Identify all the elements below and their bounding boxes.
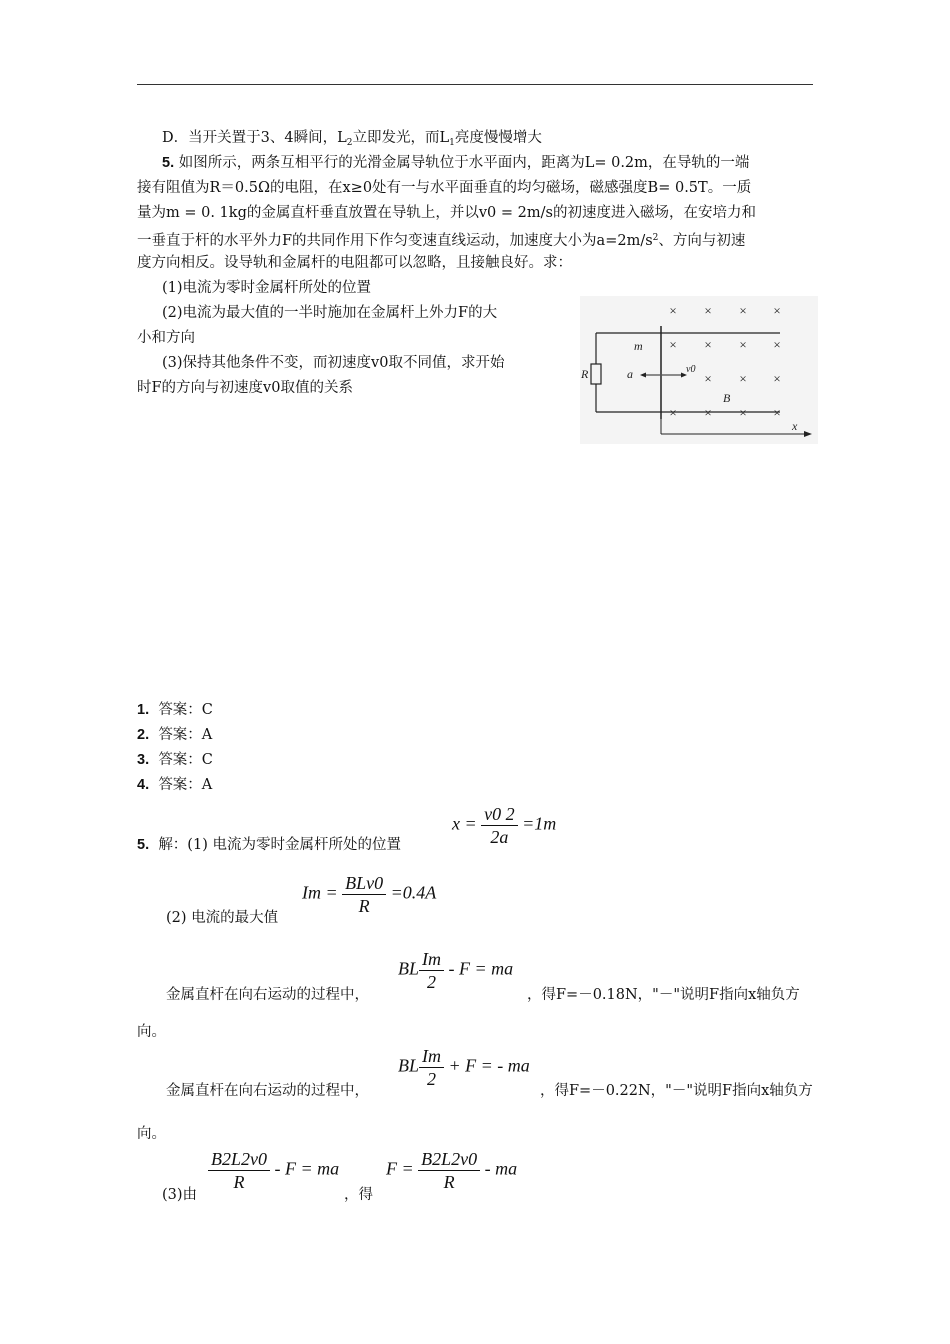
q5-line2: 接有阻值为R＝0.5Ω的电阻，在x≥0处有一与水平面垂直的均匀磁场，磁感强度B= 0.5T。一质	[137, 180, 752, 196]
label-x: x	[792, 419, 798, 433]
field-cross: ×	[773, 371, 781, 386]
solution-part3: (3)由	[162, 1187, 198, 1203]
label-m: m	[634, 339, 643, 353]
sub-question-2a: (2)电流为最大值的一半时施加在金属杆上外力F的大	[162, 305, 498, 321]
solution-line4: 金属直杆在向右运动的过程中，	[166, 1083, 369, 1099]
solution-part3-de: ，得	[344, 1187, 373, 1203]
equation-6: F = $\frac{B2L2v0}{R}$ - ma	[386, 1149, 518, 1192]
field-cross: ×	[704, 371, 712, 386]
field-cross: ×	[739, 371, 747, 386]
q5-line5: 度方向相反。设导轨和金属杆的电阻都可以忽略，且接触良好。求：	[137, 255, 572, 271]
q5-line1: 5. 如图所示，两条互相平行的光滑金属导轨位于水平面内，距离为L= 0.2m，在导轨的一端	[162, 155, 750, 171]
field-cross: ×	[704, 405, 712, 420]
field-cross: ×	[739, 303, 747, 318]
option-d: D．当开关置于3、4瞬间，$L_2$立即发光，而$L_1$亮度慢慢增大	[162, 130, 542, 148]
label-v0: v0	[686, 364, 696, 375]
field-cross: ×	[704, 337, 712, 352]
solution-line4-result: ，得F=－0.22N，"－"说明F指向x轴负方	[540, 1083, 813, 1099]
answer-2: 2. 答案：A	[137, 727, 213, 743]
field-cross: ×	[773, 337, 781, 352]
equation-im: Im = $\frac{\text{BLv0}}{R}$ =0.4A	[302, 873, 437, 916]
answer-1: 1. 答案：C	[137, 702, 213, 718]
field-cross: ×	[669, 405, 677, 420]
solution-part2: (2) 电流的最大值	[166, 910, 279, 926]
equation-3: BL $\frac{Im}{2}$ - F = ma	[398, 949, 514, 992]
solution-line3-cont: 向。	[137, 1024, 166, 1040]
field-cross: ×	[773, 303, 781, 318]
label-R: R	[581, 367, 589, 381]
field-cross: ×	[669, 337, 677, 352]
solution-part1: 5. 解：(1) 电流为零时金属杆所处的位置	[137, 837, 401, 853]
solution-line3: 金属直杆在向右运动的过程中，	[166, 987, 369, 1003]
answer-3: 3. 答案：C	[137, 752, 213, 768]
field-cross: ×	[669, 303, 677, 318]
equation-x: x = $\frac{v0 2}{2a}$ =1m	[452, 804, 557, 847]
q5-line4: 一垂直于杆的水平外力F的共同作用下作匀变速直线运动，加速度大小为$a=2m/s^2$、方向与初速	[137, 233, 746, 249]
label-a: a	[627, 367, 633, 381]
rail-figure	[580, 296, 818, 444]
field-cross: ×	[739, 337, 747, 352]
answer-4: 4. 答案：A	[137, 777, 213, 793]
equation-5: $\frac{B2L2v0}{R}$ - F = ma	[208, 1148, 339, 1193]
eq-x-denominator: 2a	[490, 827, 509, 847]
eq-x-numerator: v0 2	[481, 803, 518, 826]
sub-question-2b: 小和方向	[137, 330, 195, 346]
header-rule	[137, 84, 813, 85]
q5-line3: 量为m = 0. 1kg的金属直杆垂直放置在导轨上，并以v0 = 2m/s的初速度进入磁场，在安培力和	[137, 205, 756, 221]
equation-4: BL $\frac{Im}{2}$ + F = - ma	[398, 1046, 530, 1089]
field-cross: ×	[739, 405, 747, 420]
sub-question-3a: (3)保持其他条件不变，而初速度v0取不同值，求开始	[162, 355, 505, 371]
solution-line3-result: ，得F=－0.18N，"－"说明F指向x轴负方	[527, 987, 800, 1003]
field-cross: ×	[773, 405, 781, 420]
field-cross: ×	[704, 303, 712, 318]
label-B: B	[723, 391, 731, 405]
sub-question-3b: 时F的方向与初速度v0取值的关系	[137, 380, 353, 396]
solution-line4-cont: 向。	[137, 1126, 166, 1142]
sub-question-1: (1)电流为零时金属杆所处的位置	[162, 280, 372, 296]
